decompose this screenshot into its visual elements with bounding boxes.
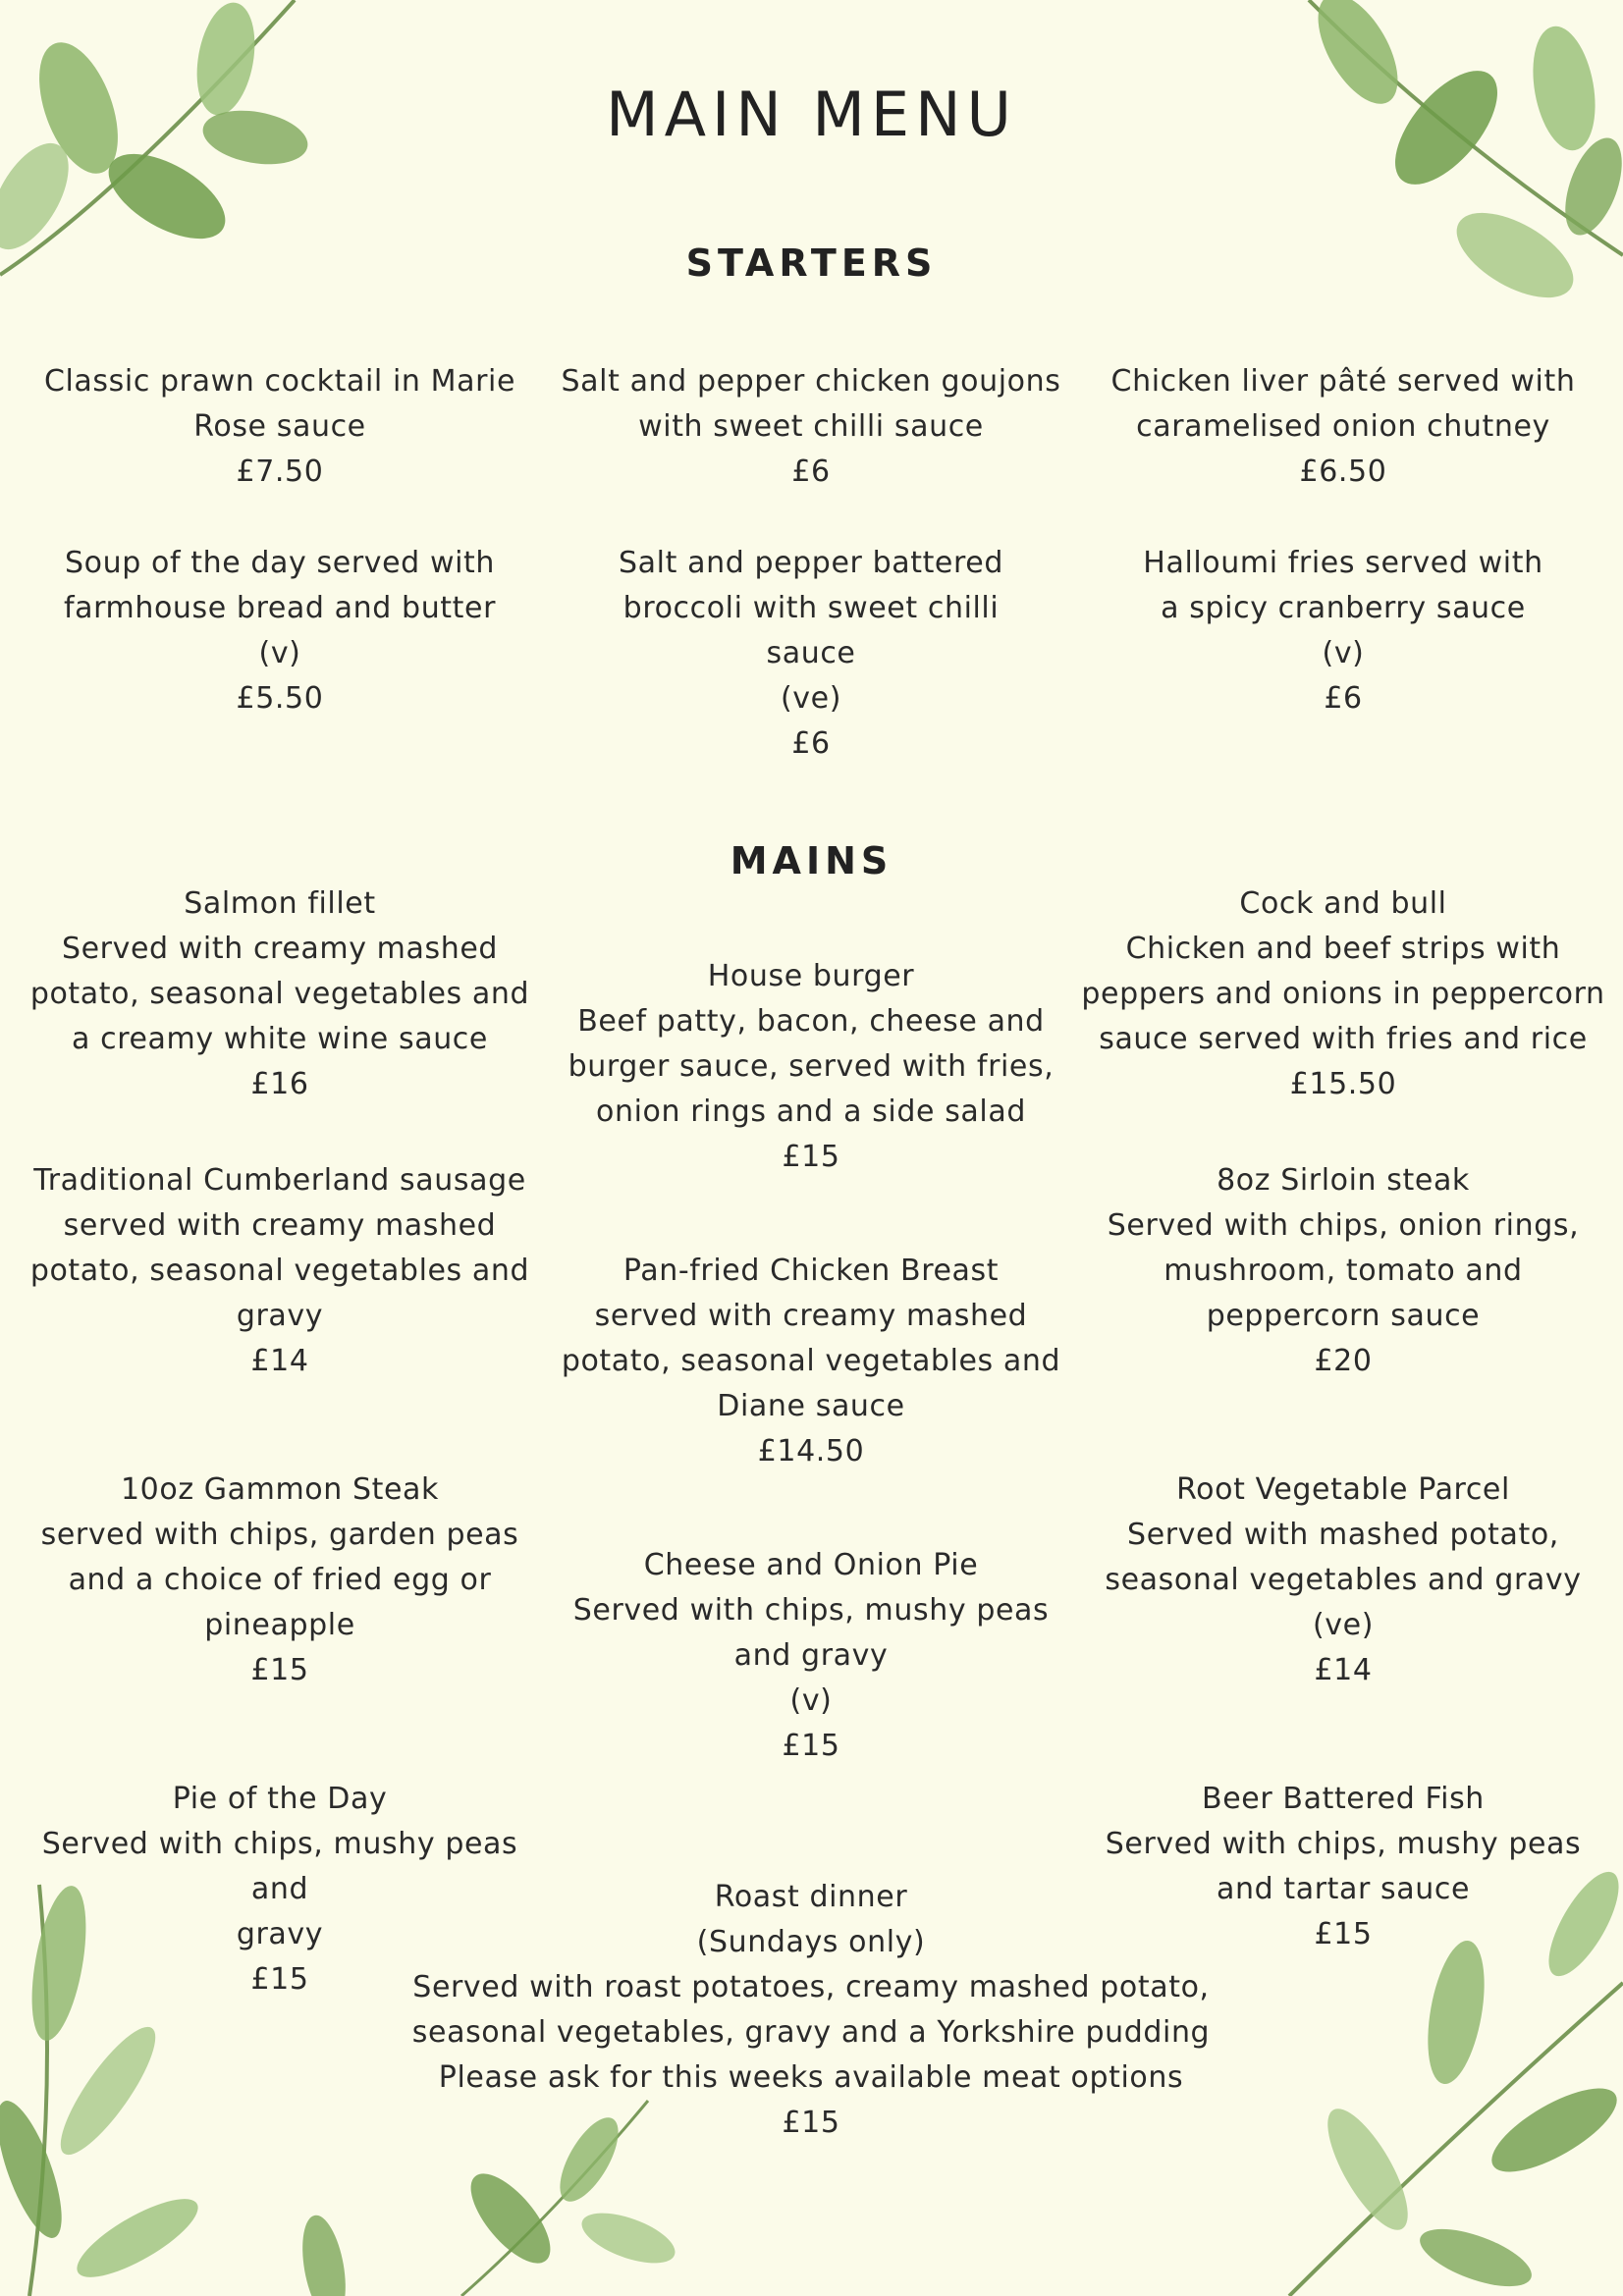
item-name: Root Vegetable Parcel bbox=[1176, 1472, 1510, 1507]
item-name: House burger bbox=[707, 959, 915, 993]
page-title: MAIN MENU bbox=[606, 79, 1017, 150]
item-line: Served with mashed potato, bbox=[1127, 1518, 1559, 1552]
item-line: Served with chips, onion rings, bbox=[1107, 1208, 1580, 1243]
item-line: broccoli with sweet chilli bbox=[622, 591, 1000, 625]
item-name: Pie of the Day bbox=[172, 1782, 388, 1816]
menu-item bbox=[15, 541, 545, 721]
item-line: Rose sauce bbox=[193, 409, 366, 444]
item-tag: (v) bbox=[1322, 636, 1365, 670]
item-price: £6.50 bbox=[1299, 454, 1387, 489]
item-line: Soup of the day served with bbox=[65, 546, 495, 580]
item-price: £14.50 bbox=[757, 1434, 865, 1468]
section-heading-starters: STARTERS bbox=[685, 241, 938, 285]
menu-item bbox=[1078, 1158, 1608, 1384]
item-price: £15 bbox=[250, 1962, 309, 1997]
menu-item bbox=[546, 541, 1076, 767]
item-price: £15 bbox=[782, 1729, 840, 1763]
item-line: farmhouse bread and butter bbox=[63, 591, 497, 625]
item-tag: (ve) bbox=[780, 681, 842, 716]
item-line: Served with chips, mushy peas and bbox=[41, 1827, 518, 1906]
item-line: gravy bbox=[236, 1917, 324, 1951]
item-tag: (v) bbox=[258, 636, 301, 670]
menu-item-roast-dinner bbox=[369, 1875, 1253, 2146]
item-name: Traditional Cumberland sausage bbox=[33, 1163, 526, 1198]
item-name: Pan-fried Chicken Breast bbox=[622, 1254, 1000, 1288]
item-line: Classic prawn cocktail in Marie bbox=[43, 364, 516, 399]
item-line: sauce bbox=[766, 636, 856, 670]
item-line: potato, seasonal vegetables and bbox=[561, 1344, 1061, 1378]
item-line: Salt and pepper battered bbox=[619, 546, 1003, 580]
item-line: sauce served with fries and rice bbox=[1099, 1022, 1588, 1056]
item-price: £15 bbox=[782, 2106, 840, 2140]
item-price: £6 bbox=[791, 726, 831, 761]
item-line: served with creamy mashed bbox=[594, 1299, 1028, 1333]
item-price: £7.50 bbox=[236, 454, 324, 489]
item-name: Roast dinner bbox=[714, 1880, 908, 1914]
item-line: Served with chips, mushy peas bbox=[572, 1593, 1050, 1628]
item-price: £15 bbox=[1314, 1917, 1373, 1951]
item-line: caramelised onion chutney bbox=[1136, 409, 1550, 444]
item-price: £6 bbox=[1324, 681, 1363, 716]
item-line: Salt and pepper chicken goujons bbox=[561, 364, 1061, 399]
item-line: a creamy white wine sauce bbox=[72, 1022, 488, 1056]
menu-item bbox=[15, 359, 545, 495]
menu-item bbox=[1078, 541, 1608, 721]
item-line: Diane sauce bbox=[717, 1389, 905, 1423]
item-line: gravy bbox=[236, 1299, 324, 1333]
item-line: served with chips, garden peas bbox=[40, 1518, 519, 1552]
item-line: peppercorn sauce bbox=[1206, 1299, 1481, 1333]
item-price: £16 bbox=[250, 1067, 309, 1101]
item-name: Beer Battered Fish bbox=[1202, 1782, 1485, 1816]
item-line: burger sauce, served with fries, bbox=[568, 1049, 1055, 1084]
item-line: mushroom, tomato and bbox=[1163, 1254, 1523, 1288]
item-line: onion rings and a side salad bbox=[596, 1095, 1026, 1129]
item-line: Chicken and beef strips with bbox=[1125, 932, 1561, 966]
item-price: £5.50 bbox=[236, 681, 324, 716]
menu-item bbox=[1078, 1468, 1608, 1693]
item-name: 8oz Sirloin steak bbox=[1217, 1163, 1470, 1198]
item-line: Chicken liver pâté served with bbox=[1110, 364, 1576, 399]
item-tag: (ve) bbox=[1312, 1608, 1375, 1642]
menu-item bbox=[546, 954, 1076, 1180]
menu-item bbox=[15, 1468, 545, 1693]
item-line: pineapple bbox=[204, 1608, 355, 1642]
section-heading-mains: MAINS bbox=[730, 839, 893, 882]
item-line: and gravy bbox=[733, 1638, 889, 1673]
item-name: Cheese and Onion Pie bbox=[643, 1548, 979, 1582]
item-name: Salmon fillet bbox=[184, 886, 376, 921]
item-line: potato, seasonal vegetables and bbox=[29, 977, 530, 1011]
menu-item bbox=[15, 1158, 545, 1384]
item-line: Please ask for this weeks available meat options bbox=[438, 2060, 1184, 2095]
item-price: £15 bbox=[250, 1653, 309, 1687]
item-line: seasonal vegetables and gravy bbox=[1105, 1563, 1582, 1597]
leaf-decoration-top-right-icon bbox=[1270, 0, 1623, 353]
item-name: Cock and bull bbox=[1239, 886, 1447, 921]
item-line: and tartar sauce bbox=[1216, 1872, 1471, 1906]
item-line: Halloumi fries served with bbox=[1143, 546, 1543, 580]
item-line: Served with chips, mushy peas bbox=[1105, 1827, 1582, 1861]
item-price: £14 bbox=[1314, 1653, 1373, 1687]
item-tag: (v) bbox=[789, 1683, 833, 1718]
item-price: £14 bbox=[250, 1344, 309, 1378]
item-line: Served with creamy mashed bbox=[61, 932, 499, 966]
item-line: peppers and onions in peppercorn bbox=[1081, 977, 1605, 1011]
leaf-decoration-top-left-icon bbox=[0, 0, 353, 353]
item-line: and a choice of fried egg or bbox=[68, 1563, 492, 1597]
item-line: a spicy cranberry sauce bbox=[1161, 591, 1526, 625]
item-price: £6 bbox=[791, 454, 831, 489]
item-line: Beef patty, bacon, cheese and bbox=[577, 1004, 1045, 1039]
item-price: £20 bbox=[1314, 1344, 1373, 1378]
item-line: potato, seasonal vegetables and bbox=[29, 1254, 530, 1288]
menu-item bbox=[546, 359, 1076, 495]
item-price: £15.50 bbox=[1289, 1067, 1397, 1101]
item-line: served with creamy mashed bbox=[63, 1208, 497, 1243]
item-name: 10oz Gammon Steak bbox=[120, 1472, 439, 1507]
item-price: £15 bbox=[782, 1140, 840, 1174]
item-line: (Sundays only) bbox=[696, 1925, 926, 1959]
item-line: seasonal vegetables, gravy and a Yorkshire pudding bbox=[411, 2015, 1211, 2050]
menu-item bbox=[546, 1249, 1076, 1474]
menu-item bbox=[1078, 881, 1608, 1107]
item-line: Served with roast potatoes, creamy mashed potato, bbox=[412, 1970, 1210, 2004]
menu-item bbox=[1078, 359, 1608, 495]
item-line: with sweet chilli sauce bbox=[638, 409, 984, 444]
menu-item bbox=[15, 881, 545, 1107]
menu-item bbox=[546, 1543, 1076, 1769]
